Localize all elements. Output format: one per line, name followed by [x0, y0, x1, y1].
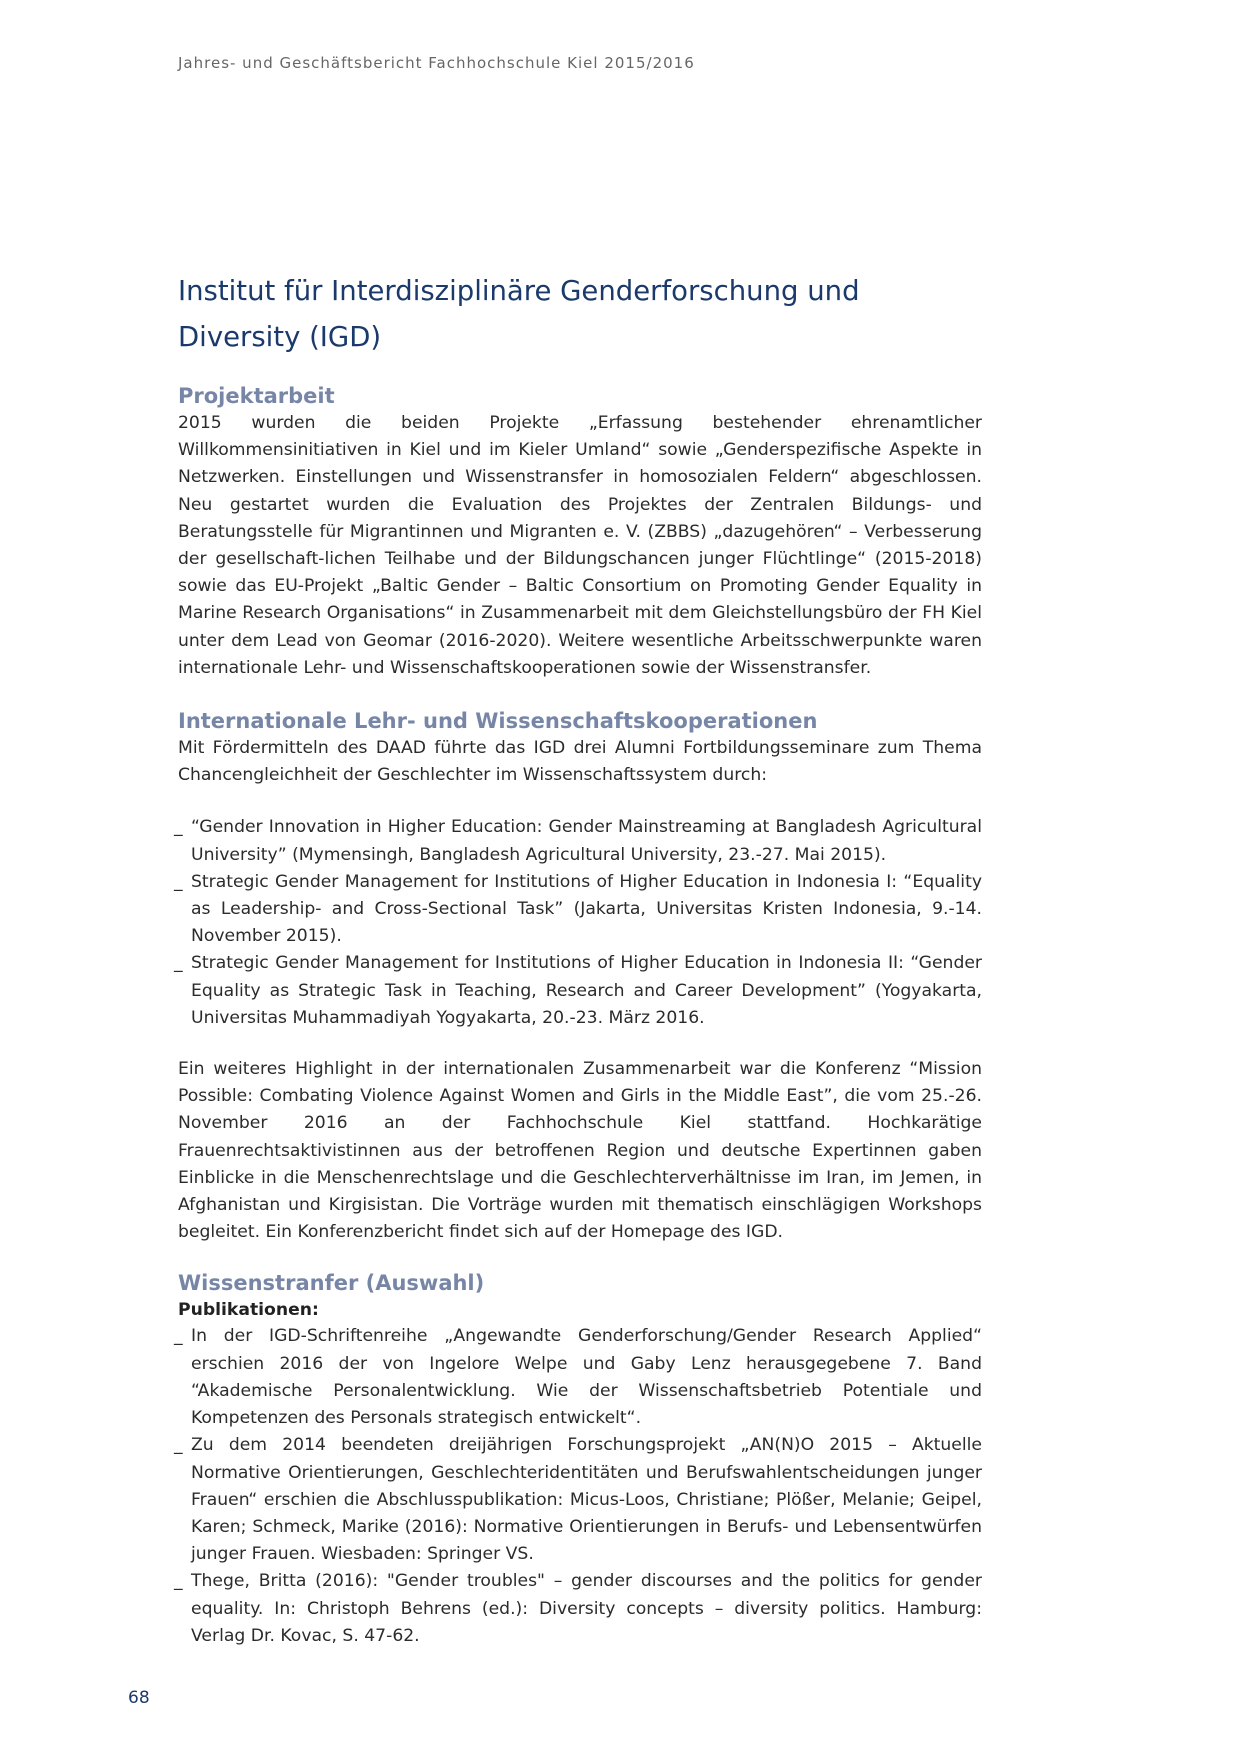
- page-content: [174, 268, 982, 1650]
- publication-list: [174, 1323, 982, 1649]
- bullet-dash: _: [174, 1435, 183, 1456]
- list-item: [174, 869, 982, 951]
- seminar-list: [174, 814, 982, 1032]
- bullet-dash: _: [174, 1571, 183, 1592]
- page-title: Institut für Interdisziplinäre Genderforschung und Diversity (IGD): [178, 275, 860, 353]
- list-item-text: Zu dem 2014 beendeten dreijährigen Forschungsprojekt „AN(N)O 2015 – Aktuelle Normative Orientierungen, Geschlechteridentitäten und Berufswahlentscheidungen junger Frauen“ erschien die Abschlusspublikation: Micus-Loos, Christiane; Plößer, Melanie; Geipel, Karen; Schmeck, Marike (2016): Normative Orientierungen in Berufs- und Lebensentwürfen junger Frauen. Wiesbaden: Springer VS.: [191, 1435, 982, 1565]
- list-item-text: Thege, Britta (2016): "Gender troubles" – gender discourses and the politics for gender equality. In: Christoph Behrens (ed.): Diversity concepts – diversity politics. Hamburg: Verlag Dr. Kovac, S. 47-62.: [191, 1571, 982, 1646]
- bullet-dash: _: [174, 817, 183, 838]
- bullet-dash: _: [174, 871, 183, 892]
- publikationen-subtitle: Publikationen:: [178, 1300, 319, 1321]
- list-item: [174, 814, 982, 868]
- projektarbeit-paragraph: 2015 wurden die beiden Projekte „Erfassung bestehender ehrenamtlicher Willkommensinitiativen in Kiel und im Kieler Umland“ sowie „Genderspezifische Aspekte in Netzwerken. Einstellungen und Wissenstransfer in homosozialen Feldern“ abgeschlossen. Neu gestartet wurden die Evaluation des Projektes der Zentralen Bildungs- und Beratungsstelle für Migrantinnen und Migranten e. V. (ZBBS) „dazugehören“ – Verbesserung der gesellschaft-lichen Teilhabe und der Bildungschancen junger Flüchtlinge“ (2015-2018) sowie das EU-Projekt „Baltic Gender – Baltic Consortium on Promoting Gender Equality in Marine Research Organisations“ in Zusammenarbeit mit dem Gleichstellungsbüro der FH Kiel unter dem Lead von Geomar (2016-2020). Weitere wesentliche Arbeitsschwerpunkte waren internationale Lehr- und Wissenschaftskooperationen sowie der Wissenstransfer.: [178, 413, 982, 678]
- bullet-dash: _: [174, 1326, 183, 1347]
- section-title-kooperationen: Internationale Lehr- und Wissenschaftskooperationen: [178, 709, 818, 734]
- list-item: [174, 1568, 982, 1650]
- list-item: [174, 1432, 982, 1568]
- bullet-dash: _: [174, 953, 183, 974]
- running-header: Jahres- und Geschäftsbericht Fachhochschule Kiel 2015/2016: [178, 54, 695, 72]
- section-title-projektarbeit: Projektarbeit: [178, 384, 335, 408]
- kooperationen-intro: Mit Fördermitteln des DAAD führte das IGD drei Alumni Fortbildungsseminare zum Thema Chancengleichheit der Geschlechter im Wissenschaftssystem durch:: [178, 738, 982, 786]
- list-item-text: Strategic Gender Management for Institutions of Higher Education in Indonesia I: “Equality as Leadership- and Cross-Sectional Task” (Jakarta, Universitas Kristen Indonesia, 9.-14. November 2015).: [191, 871, 982, 947]
- list-item-text: “Gender Innovation in Higher Education: Gender Mainstreaming at Bangladesh Agricultural University” (Mymensingh, Bangladesh Agricultural University, 23.-27. Mai 2015).: [191, 817, 982, 865]
- list-item: [174, 1323, 982, 1432]
- list-item-text: Strategic Gender Management for Institutions of Higher Education in Indonesia II: “Gender Equality as Strategic Task in Teaching, Research and Career Development” (Yogyakarta, Universitas Muhammadiyah Yogyakarta, 20.-23. März 2016.: [191, 953, 982, 1028]
- list-item-text: In der IGD-Schriftenreihe „Angewandte Genderforschung/Gender Research Applied“ erschien 2016 der von Ingelore Welpe und Gaby Lenz herausgegebene 7. Band “Akademische Personalentwicklung. Wie der Wissenschaftsbetrieb Potentiale und Kompetenzen des Personals strategisch entwickelt“.: [191, 1326, 982, 1429]
- highlight-paragraph: Ein weiteres Highlight in der internationalen Zusammenarbeit war die Konferenz “Mission Possible: Combating Violence Against Women and Girls in the Middle East”, die vom 25.-26. November 2016 an der Fachhochschule Kiel stattfand. Hochkarätige Frauenrechtsaktivistinnen aus der betroffenen Region und deutsche Expertinnen gaben Einblicke in die Menschenrechtslage und die Geschlechterverhältnisse im Iran, im Jemen, in Afghanistan und Kirgisistan. Die Vorträge wurden mit thematisch einschlägigen Workshops begleitet. Ein Konferenzbericht findet sich auf der Homepage des IGD.: [178, 1059, 982, 1243]
- section-title-wissenstransfer: Wissenstranfer (Auswahl): [178, 1271, 485, 1296]
- page-number: 68: [128, 1688, 150, 1708]
- list-item: [174, 950, 982, 1032]
